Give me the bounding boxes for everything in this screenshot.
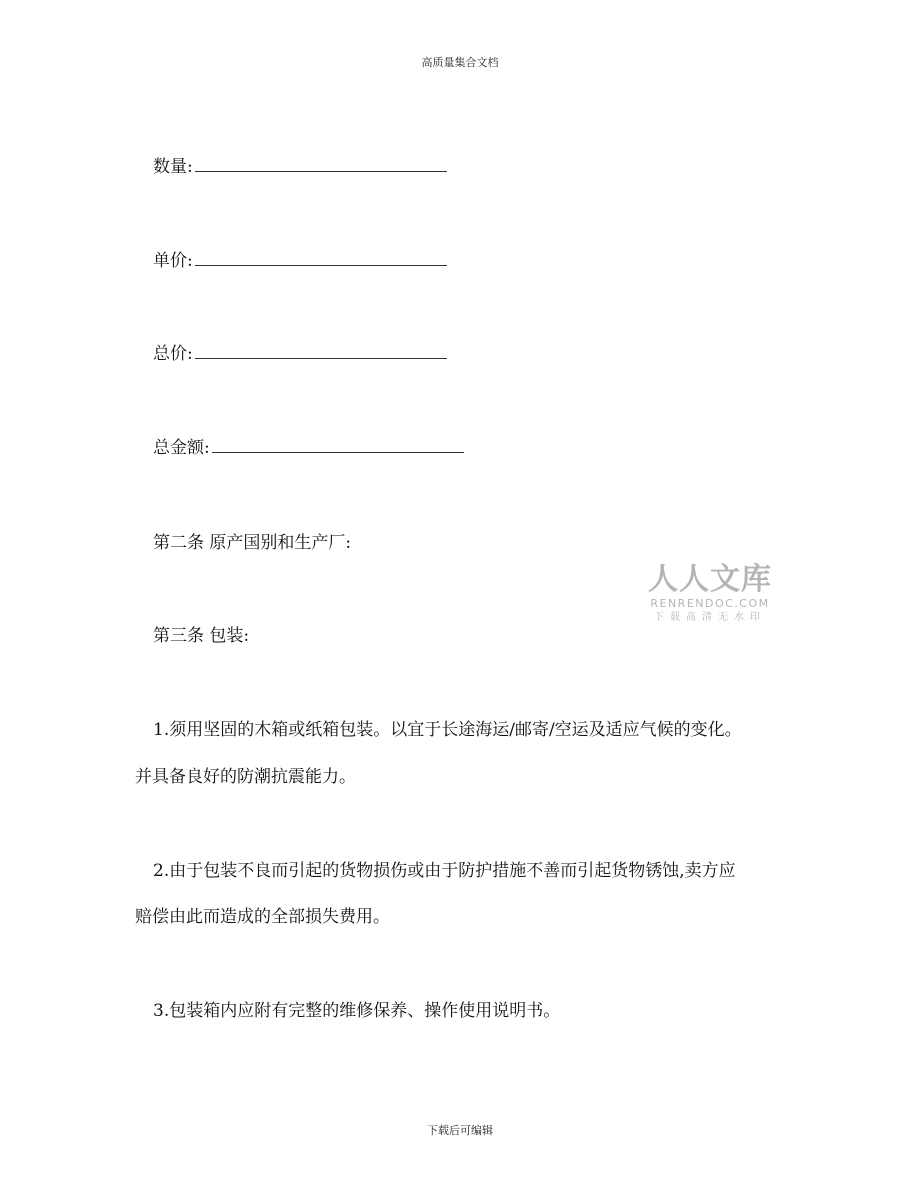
packaging-item-2-line-2: 赔偿由此而造成的全部损失费用。: [135, 907, 390, 927]
unit-price-field: [153, 250, 447, 272]
packaging-item-3-line-1: 3.包装箱内应附有完整的维修保养、操作使用说明书。: [153, 1001, 561, 1021]
page-header: 高质量集合文档: [421, 56, 499, 69]
total-price-field: [153, 343, 447, 365]
total-price-blank: [195, 344, 447, 359]
packaging-item-1-line-1: 1.须用坚固的木箱或纸箱包装。以宜于长途海运/邮寄/空运及适应气候的变化。: [153, 720, 742, 740]
article-3-heading: 第三条 包装:: [153, 626, 250, 646]
packaging-item-1-line-2: 并具备良好的防潮抗震能力。: [135, 767, 356, 787]
watermark-slogan: 下载高清无水印: [654, 612, 766, 623]
page-footer: 下载后可编辑: [427, 1124, 493, 1137]
quantity-blank: [195, 157, 447, 172]
watermark-domain: RENRENDOC.COM: [650, 597, 770, 610]
unit-price-blank: [195, 251, 447, 266]
article-2-heading: 第二条 原产国别和生产厂:: [153, 533, 352, 553]
renrendoc-watermark: [648, 563, 772, 625]
quantity-field: [153, 156, 447, 178]
quantity-label: 数量:: [153, 157, 193, 177]
packaging-item-2-line-1: 2.由于包装不良而引起的货物损伤或由于防护措施不善而引起货物锈蚀,卖方应: [153, 861, 736, 881]
total-price-label: 总价:: [153, 344, 193, 364]
total-amount-label: 总金额:: [153, 438, 210, 458]
total-amount-blank: [212, 438, 464, 453]
unit-price-label: 单价:: [153, 251, 193, 271]
watermark-title: 人人文库: [648, 562, 772, 597]
total-amount-field: [153, 437, 464, 459]
